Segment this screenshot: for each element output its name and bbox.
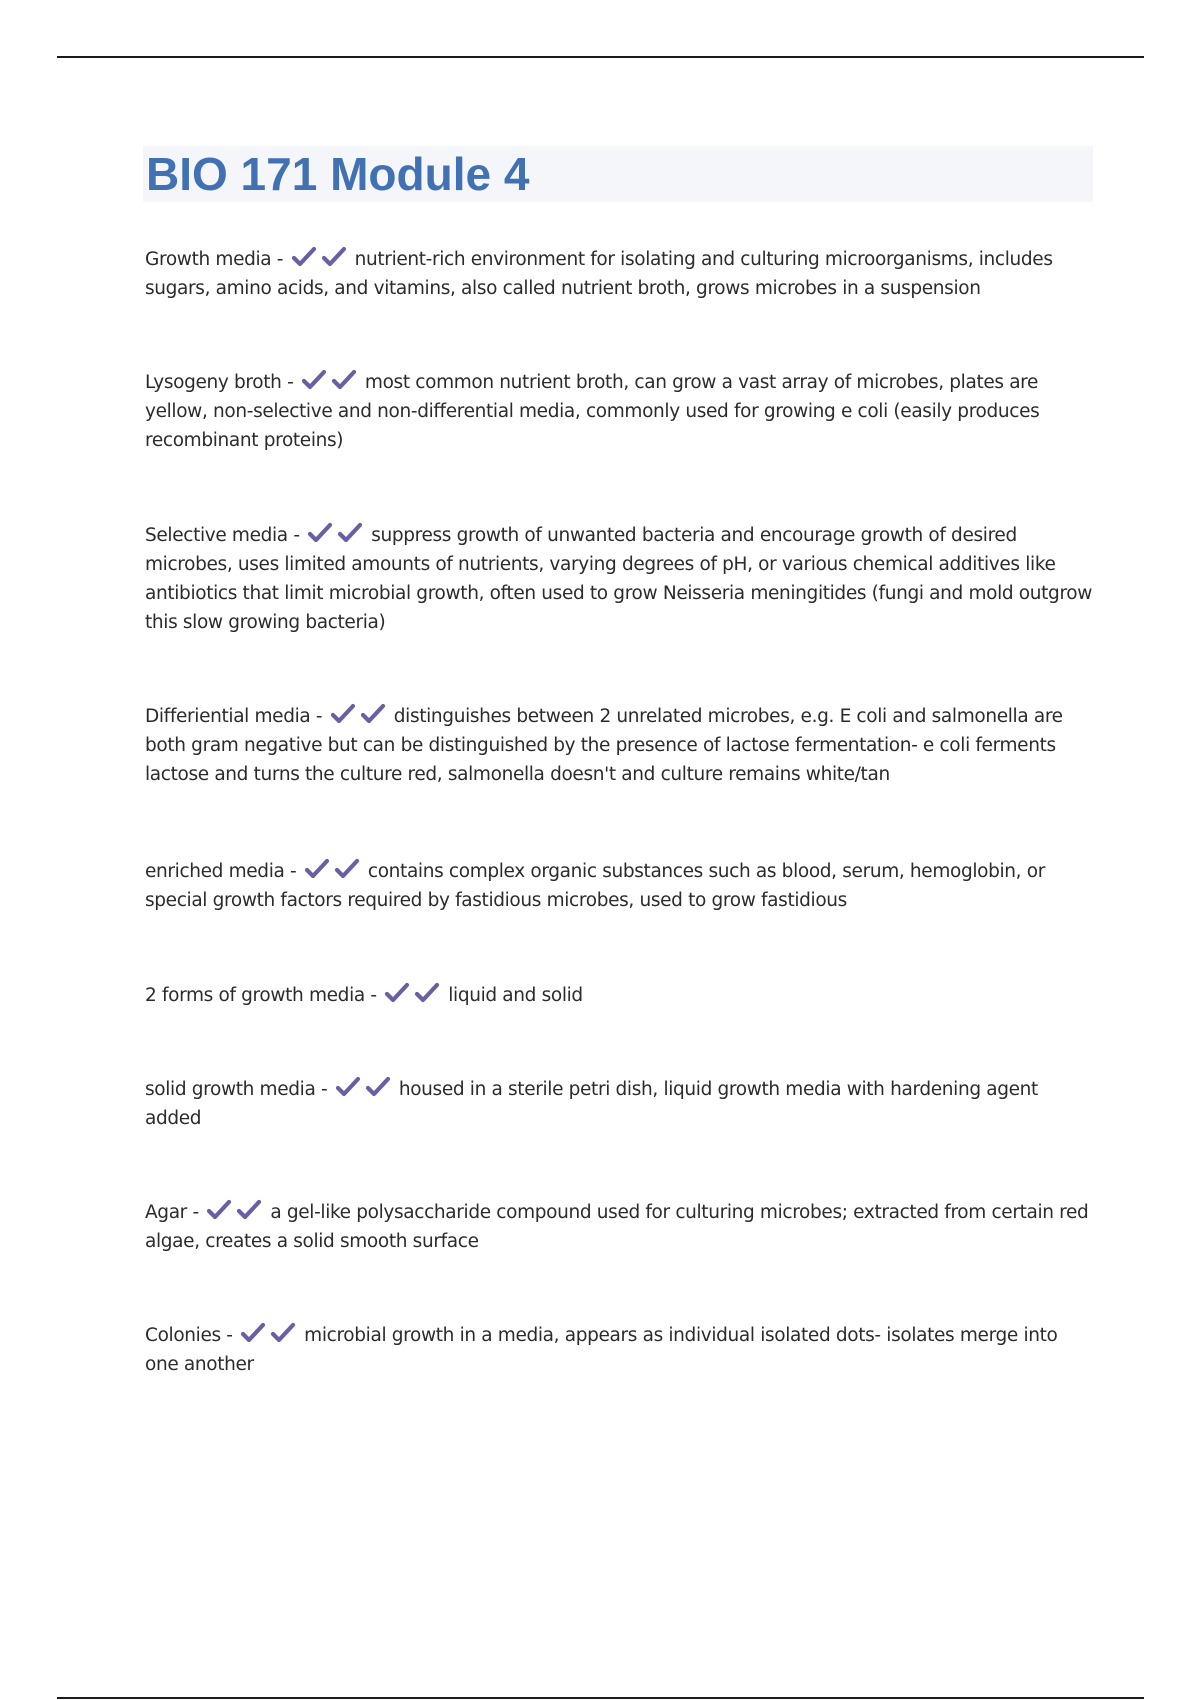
checkmark-icon [414, 982, 440, 1004]
checkmark-icon [330, 703, 356, 725]
checkmark-icon [321, 246, 347, 268]
entry-growth-media [145, 245, 1095, 303]
checkmark-icon [365, 1076, 391, 1098]
checkmark-icon [307, 522, 333, 544]
entry-term: Agar - [145, 1202, 199, 1223]
entry-lysogeny-broth [145, 368, 1095, 455]
entry-definition: microbial growth in a media, appears as individual isolated dots- isolates merge into one another [145, 1325, 1058, 1375]
double-checkmark-icon [291, 249, 351, 270]
checkmark-icon [335, 1076, 361, 1098]
entry-term: Differiential media - [145, 706, 323, 727]
double-checkmark-icon [384, 985, 444, 1006]
checkmark-icon [301, 369, 327, 391]
checkmark-icon [291, 246, 317, 268]
entry-term: Selective media - [145, 525, 300, 546]
top-rule [57, 56, 1144, 58]
entry-definition: distinguishes between 2 unrelated microbes, e.g. E coli and salmonella are both gram negative but can be distinguished by the presence of lactose fermentation- e coli ferments lactose and turns the culture red, salmonella doesn't and culture remains white/tan [145, 706, 1063, 785]
checkmark-icon [304, 858, 330, 880]
checkmark-icon [384, 982, 410, 1004]
double-checkmark-icon [330, 706, 390, 727]
entry-term: Growth media - [145, 249, 284, 270]
entry-definition: liquid and solid [448, 985, 583, 1006]
entry-term: solid growth media - [145, 1079, 328, 1100]
double-checkmark-icon [304, 861, 364, 882]
entry-differential-media [145, 702, 1095, 789]
entry-definition: most common nutrient broth, can grow a vast array of microbes, plates are yellow, non-selective and non-differential media, commonly used for growing e coli (easily produces recombinant proteins) [145, 372, 1040, 451]
checkmark-icon [360, 703, 386, 725]
entry-solid-growth-media [145, 1075, 1095, 1133]
entry-definition: housed in a sterile petri dish, liquid growth media with hardening agent added [145, 1079, 1038, 1129]
double-checkmark-icon [307, 525, 367, 546]
checkmark-icon [206, 1199, 232, 1221]
entry-enriched-media [145, 857, 1095, 915]
double-checkmark-icon [301, 372, 361, 393]
checkmark-icon [334, 858, 360, 880]
entry-forms-of-growth-media [145, 981, 1095, 1010]
checkmark-icon [337, 522, 363, 544]
double-checkmark-icon [240, 1325, 300, 1346]
entry-term: 2 forms of growth media - [145, 985, 377, 1006]
entry-definition: a gel-like polysaccharide compound used for culturing microbes; extracted from certain red algae, creates a solid smooth surface [145, 1202, 1089, 1252]
entry-term: enriched media - [145, 861, 297, 882]
checkmark-icon [331, 369, 357, 391]
page-title: BIO 171 Module 4 [146, 148, 530, 200]
entry-definition: nutrient-rich environment for isolating and culturing microorganisms, includes sugars, amino acids, and vitamins, also called nutrient broth, grows microbes in a suspension [145, 249, 1053, 299]
entry-definition: suppress growth of unwanted bacteria and encourage growth of desired microbes, uses limited amounts of nutrients, varying degrees of pH, or various chemical additives like antibiotics that limit microbial growth, often used to grow Neisseria meningitides (fungi and mold outgrow this slow growing bacteria) [145, 525, 1093, 633]
entry-term: Lysogeny broth - [145, 372, 294, 393]
entry-agar [145, 1198, 1095, 1256]
entry-term: Colonies - [145, 1325, 233, 1346]
checkmark-icon [240, 1322, 266, 1344]
entry-colonies [145, 1321, 1095, 1379]
checkmark-icon [270, 1322, 296, 1344]
entry-selective-media [145, 521, 1095, 637]
double-checkmark-icon [206, 1202, 266, 1223]
bottom-rule [57, 1697, 1144, 1699]
entry-definition: contains complex organic substances such as blood, serum, hemoglobin, or special growth factors required by fastidious microbes, used to grow fastidious [145, 861, 1045, 911]
checkmark-icon [236, 1199, 262, 1221]
double-checkmark-icon [335, 1079, 395, 1100]
